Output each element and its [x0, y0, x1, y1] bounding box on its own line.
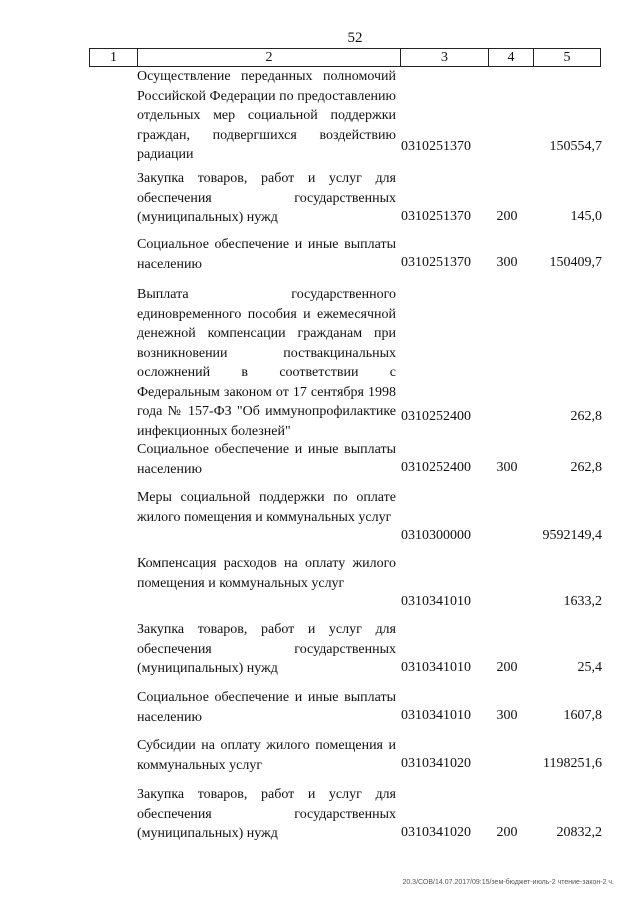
row-kind: 200: [496, 209, 518, 224]
row-amount: 262,8: [570, 460, 602, 475]
table-body: [0, 67, 640, 855]
row-code: 0310251370: [401, 255, 471, 270]
row-name: Компенсация расходов на оплату жилого помещения и коммунальных услуг: [137, 556, 396, 591]
row-name: Осуществление переданных полномочий Российской Федерации по предоставлению отдельных мер социальной поддержки граждан, подвергшихся воздействию радиации: [137, 69, 396, 162]
table-row: [0, 736, 640, 785]
row-name: Социальное обеспечение и иные выплаты населению: [137, 690, 396, 725]
row-code: 0310300000: [401, 528, 471, 543]
table-row: [0, 620, 640, 688]
row-kind: 200: [496, 825, 518, 840]
table-row: [0, 554, 640, 620]
row-kind: 300: [496, 708, 518, 723]
page-number: 52: [347, 30, 363, 46]
header-col-2: 2: [138, 49, 401, 66]
table-row: [0, 169, 640, 235]
row-code: 0310252400: [401, 409, 471, 424]
row-name: Закупка товаров, работ и услуг для обеспечения государственных (муниципальных) нужд: [137, 787, 396, 841]
table-row: [0, 67, 640, 169]
row-code: 0310251370: [401, 139, 471, 154]
footer-file-path: 20.3/СОВ/14.07.2017/09:15/зем-бюджет-июль-2 чтение-закон-2 ч.: [402, 879, 614, 886]
row-kind: 300: [496, 460, 518, 475]
row-amount: 145,0: [570, 209, 602, 224]
row-amount: 150409,7: [549, 255, 602, 270]
row-name: Социальное обеспечение и иные выплаты населению: [137, 237, 396, 272]
table-row: [0, 235, 640, 285]
row-code: 0310341020: [401, 825, 471, 840]
row-name: Социальное обеспечение и иные выплаты населению: [137, 442, 396, 477]
row-amount: 1198251,6: [543, 756, 602, 771]
table-row: [0, 688, 640, 736]
row-amount: 150554,7: [549, 139, 602, 154]
row-amount: 1607,8: [563, 708, 602, 723]
row-name: Закупка товаров, работ и услуг для обеспечения государственных (муниципальных) нужд: [137, 622, 396, 676]
row-name: Субсидии на оплату жилого помещения и коммунальных услуг: [137, 738, 396, 773]
header-col-5: 5: [563, 50, 571, 65]
row-code: 0310341010: [401, 594, 471, 609]
table-row: [0, 785, 640, 855]
row-kind: 300: [496, 255, 518, 270]
row-code: 0310341020: [401, 756, 471, 771]
table-row: [0, 285, 640, 440]
row-name: Выплата государственного единовременного пособия и ежемесячной денежной компенсации гражданам при возникновении поствакцинальных осложнений в соответствии с Федеральным законом от 17 сентября 1998 года № 157-ФЗ "Об иммунопрофилактике инфекционных болезней": [137, 287, 396, 439]
header-col-3: 3: [401, 49, 489, 66]
table-row: [0, 488, 640, 554]
row-kind: 200: [496, 660, 518, 675]
row-code: 0310252400: [401, 460, 471, 475]
header-col-1: 1: [90, 49, 138, 66]
header-col-4: 4: [489, 49, 534, 66]
row-amount: 262,8: [570, 409, 602, 424]
row-amount: 25,4: [577, 660, 602, 675]
table-header: [89, 48, 601, 67]
row-code: 0310251370: [401, 209, 471, 224]
row-code: 0310341010: [401, 708, 471, 723]
row-name: Закупка товаров, работ и услуг для обеспечения государственных (муниципальных) нужд: [137, 171, 396, 225]
table-row: [0, 440, 640, 488]
row-amount: 1633,2: [563, 594, 602, 609]
row-name: Меры социальной поддержки по оплате жилого помещения и коммунальных услуг: [137, 490, 396, 525]
row-amount: 20832,2: [556, 825, 602, 840]
row-amount: 9592149,4: [542, 528, 602, 543]
row-code: 0310341010: [401, 660, 471, 675]
